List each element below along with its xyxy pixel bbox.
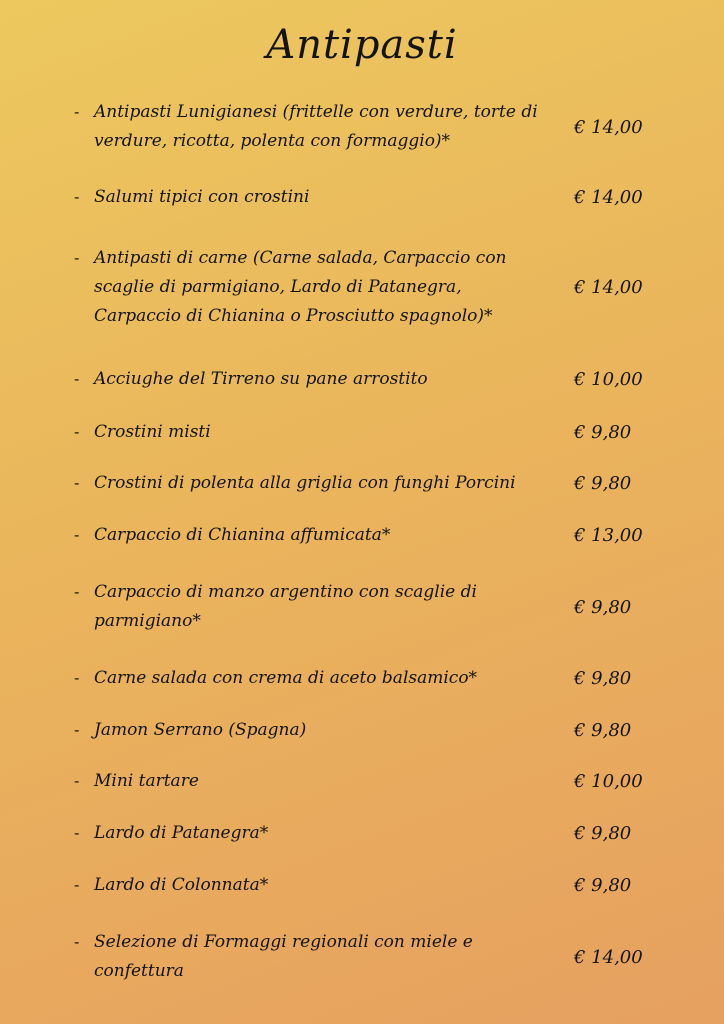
- dish-price: € 14,00: [574, 187, 643, 208]
- menu-item: [74, 418, 674, 447]
- item-dash: -: [74, 423, 80, 441]
- item-dash: -: [74, 933, 80, 951]
- item-dash: -: [74, 669, 80, 687]
- dish-name: Carpaccio di Chianina affumicata*: [94, 525, 391, 545]
- dish-name: Antipasti di carne (Carne salada, Carpaccio con scaglie di parmigiano, Lardo di Patanegra, Carpaccio di Chianina o Prosciutto spagnolo)*: [94, 248, 507, 326]
- dish-price: € 9,80: [574, 422, 632, 443]
- item-dash: -: [74, 474, 80, 492]
- item-dash: -: [74, 526, 80, 544]
- dish-name: Crostini di polenta alla griglia con funghi Porcini: [94, 473, 516, 493]
- item-dash: -: [74, 721, 80, 739]
- dish-name: Jamon Serrano (Spagna): [94, 720, 307, 740]
- item-dash: -: [74, 824, 80, 842]
- dish-name: Crostini misti: [94, 422, 211, 442]
- dish-name: Lardo di Colonnata*: [94, 875, 269, 895]
- item-dash: -: [74, 249, 80, 267]
- dish-price: € 14,00: [574, 946, 643, 968]
- dish-name: Mini tartare: [94, 771, 199, 791]
- menu-item: [74, 469, 674, 498]
- menu-item: [74, 244, 674, 331]
- dish-price: € 9,80: [574, 473, 632, 494]
- dish-price: € 9,80: [574, 668, 632, 689]
- menu-item: [74, 183, 674, 212]
- dish-name: Carpaccio di manzo argentino con scaglie di parmigiano*: [94, 582, 477, 631]
- menu-item: [74, 98, 674, 156]
- dish-name: Antipasti Lunigianesi (frittelle con verdure, torte di verdure, ricotta, polenta con formaggio)*: [94, 102, 538, 151]
- menu-item: [74, 578, 674, 636]
- item-dash: -: [74, 876, 80, 894]
- item-dash: -: [74, 583, 80, 601]
- dish-price: € 10,00: [574, 771, 643, 792]
- dish-price: € 10,00: [574, 369, 643, 390]
- dish-price: € 13,00: [574, 525, 643, 546]
- menu-item: [74, 767, 674, 796]
- dish-name: Salumi tipici con crostini: [94, 187, 310, 207]
- dish-price: € 9,80: [574, 823, 632, 844]
- item-dash: -: [74, 370, 80, 388]
- dish-name: Lardo di Patanegra*: [94, 823, 269, 843]
- item-dash: -: [74, 103, 80, 121]
- menu-title: Antipasti: [266, 22, 458, 68]
- dish-name: Carne salada con crema di aceto balsamico*: [94, 668, 478, 688]
- menu-item: [74, 365, 674, 394]
- menu-list: [74, 0, 674, 1024]
- item-dash: -: [74, 188, 80, 206]
- menu-item: [74, 716, 674, 745]
- menu-item: [74, 521, 674, 550]
- dish-price: € 9,80: [574, 596, 632, 618]
- dish-name: Acciughe del Tirreno su pane arrostito: [94, 369, 428, 389]
- menu-item: [74, 819, 674, 848]
- item-dash: -: [74, 772, 80, 790]
- dish-price: € 14,00: [574, 277, 643, 298]
- menu-item: [74, 664, 674, 693]
- dish-price: € 9,80: [574, 720, 632, 741]
- menu-item: [74, 928, 674, 986]
- dish-name: Selezione di Formaggi regionali con miele e confettura: [94, 932, 473, 981]
- menu-item: [74, 871, 674, 900]
- dish-price: € 14,00: [574, 116, 643, 138]
- dish-price: € 9,80: [574, 875, 632, 896]
